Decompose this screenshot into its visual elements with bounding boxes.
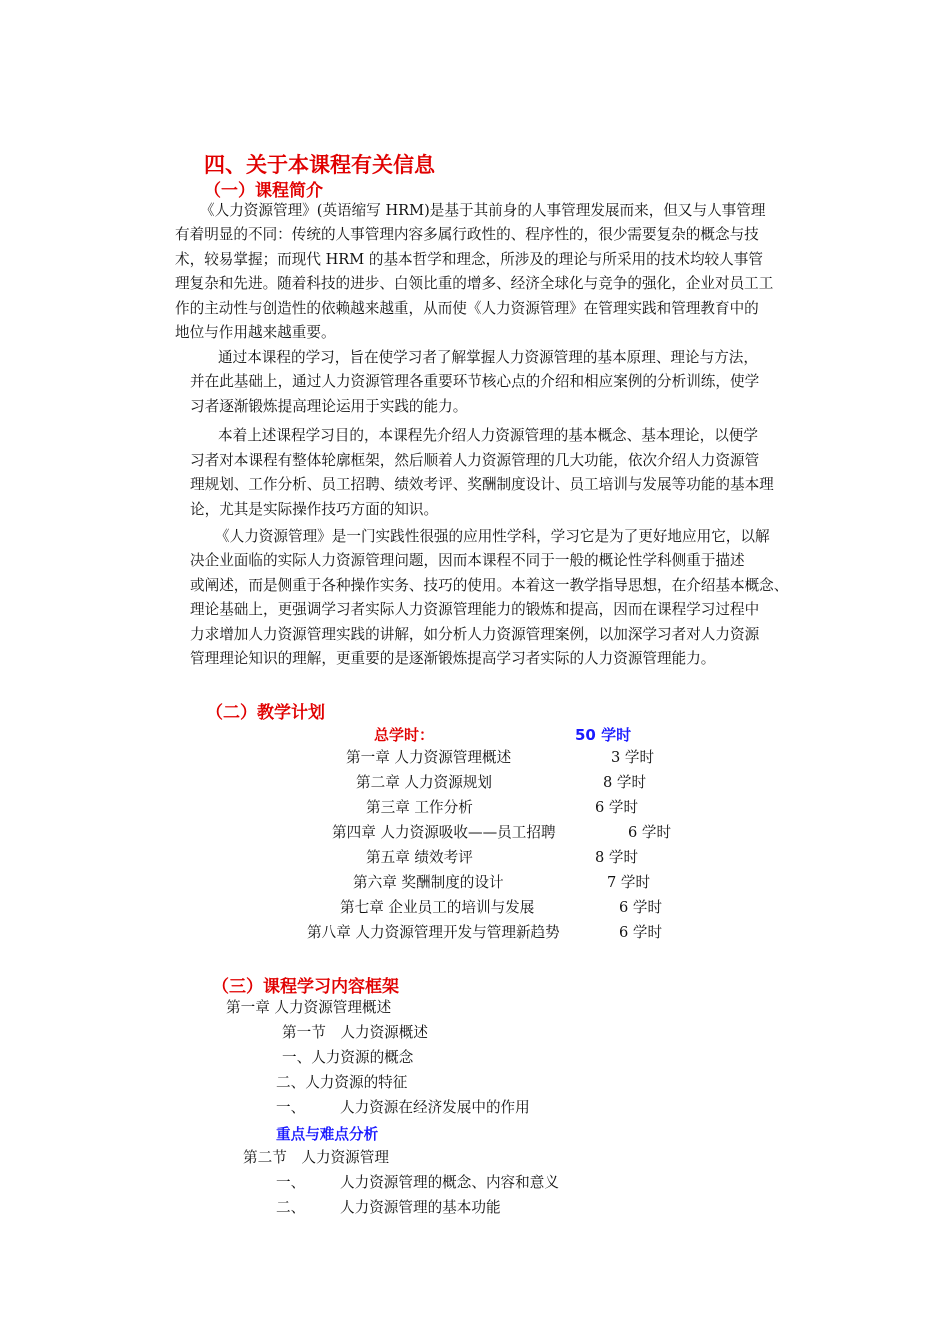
text-line: 本着上述课程学习目的，本课程先介绍人力资源管理的基本概念、基本理论，以便学 bbox=[218, 427, 758, 444]
outline-item: 二、人力资源的特征 bbox=[276, 1074, 408, 1091]
text-line: 有着明显的不同：传统的人事管理内容多属行政性的、程序性的，很少需要复杂的概念与技 bbox=[175, 226, 759, 243]
chapter-hours: 6 学时 bbox=[628, 824, 672, 841]
text-line: 习者对本课程有整体轮廓框架，然后顺着人力资源管理的几大功能，依次介绍人力资源管 bbox=[190, 452, 760, 469]
chapter-name: 第四章 人力资源吸收——员工招聘 bbox=[332, 824, 556, 841]
chapter-name: 第三章 工作分析 bbox=[366, 799, 473, 816]
text-line: 或阐述，而是侧重于各种操作实务、技巧的使用。本着这一教学指导思想，在介绍基本概念、 bbox=[190, 577, 789, 594]
section-title: 四、关于本课程有关信息 bbox=[204, 153, 435, 177]
outline-item: 人力资源在经济发展中的作用 bbox=[340, 1099, 530, 1116]
chapter-hours: 6 学时 bbox=[619, 924, 663, 941]
text-line: 习者逐渐锻炼提高理论运用于实践的能力。 bbox=[190, 398, 468, 415]
chapter-hours: 8 学时 bbox=[603, 774, 647, 791]
chapter-hours: 8 学时 bbox=[595, 849, 639, 866]
outline-item-number: 一、 bbox=[276, 1174, 306, 1191]
key-points-label: 重点与难点分析 bbox=[276, 1126, 379, 1143]
framework-heading: （三）课程学习内容框架 bbox=[212, 977, 399, 997]
text-line: 通过本课程的学习，旨在使学习者了解掌握人力资源管理的基本原理、理论与方法， bbox=[218, 349, 758, 366]
outline-item: 一、人力资源的概念 bbox=[282, 1049, 414, 1066]
text-line: 理论基础上，更强调学习者实际人力资源管理能力的锻炼和提高，因而在课程学习过程中 bbox=[190, 601, 760, 618]
text-line: 术，较易掌握；而现代 HRM 的基本哲学和理念，所涉及的理论与所采用的技术均较人事管 bbox=[175, 251, 763, 268]
chapter-name: 第五章 绩效考评 bbox=[366, 849, 473, 866]
chapter-name: 第一章 人力资源管理概述 bbox=[346, 749, 512, 766]
outline-chapter: 第一章 人力资源管理概述 bbox=[226, 999, 392, 1016]
outline-item-number: 二、 bbox=[276, 1199, 306, 1216]
outline-item: 人力资源管理的概念、内容和意义 bbox=[340, 1174, 559, 1191]
plan-heading: （二）教学计划 bbox=[206, 703, 325, 723]
outline-item: 人力资源管理的基本功能 bbox=[340, 1199, 501, 1216]
outline-section: 第二节 人力资源管理 bbox=[243, 1149, 389, 1166]
text-line: 《人力资源管理》是一门实践性很强的应用性学科，学习它是为了更好地应用它，以解 bbox=[215, 528, 770, 545]
chapter-name: 第二章 人力资源规划 bbox=[356, 774, 492, 791]
text-line: 论，尤其是实际操作技巧方面的知识。 bbox=[190, 501, 439, 518]
text-line: 地位与作用越来越重要。 bbox=[175, 324, 336, 341]
chapter-hours: 6 学时 bbox=[619, 899, 663, 916]
text-line: 理规划、工作分析、员工招聘、绩效考评、奖酬制度设计、员工培训与发展等功能的基本理 bbox=[190, 476, 774, 493]
outline-section: 第一节 人力资源概述 bbox=[282, 1024, 428, 1041]
text-line: 理复杂和先进。随着科技的进步、白领比重的增多、经济全球化与竞争的强化，企业对员工工 bbox=[175, 275, 774, 292]
text-line: 决企业面临的实际人力资源管理问题，因而本课程不同于一般的概论性学科侧重于描述 bbox=[190, 552, 745, 569]
text-line: 《人力资源管理》(英语缩写 HRM)是基于其前身的人事管理发展而来，但又与人事管理 bbox=[200, 202, 766, 219]
outline-item-number: 一、 bbox=[276, 1099, 306, 1116]
chapter-hours: 6 学时 bbox=[595, 799, 639, 816]
intro-heading: （一）课程简介 bbox=[204, 181, 323, 201]
total-hours-label: 总学时： bbox=[374, 726, 435, 744]
chapter-name: 第六章 奖酬制度的设计 bbox=[353, 874, 504, 891]
text-line: 作的主动性与创造性的依赖越来越重，从而使《人力资源管理》在管理实践和管理教育中的 bbox=[175, 300, 759, 317]
chapter-hours: 7 学时 bbox=[607, 874, 651, 891]
text-line: 管理理论知识的理解，更重要的是逐渐锻炼提高学习者实际的人力资源管理能力。 bbox=[190, 650, 716, 667]
chapter-name: 第七章 企业员工的培训与发展 bbox=[340, 899, 535, 916]
total-hours-value: 50 学时 bbox=[575, 726, 632, 744]
text-line: 力求增加人力资源管理实践的讲解，如分析人力资源管理案例，以加深学习者对人力资源 bbox=[190, 626, 760, 643]
chapter-name: 第八章 人力资源管理开发与管理新趋势 bbox=[307, 924, 560, 941]
text-line: 并在此基础上，通过人力资源管理各重要环节核心点的介绍和相应案例的分析训练，使学 bbox=[190, 373, 760, 390]
chapter-hours: 3 学时 bbox=[611, 749, 655, 766]
